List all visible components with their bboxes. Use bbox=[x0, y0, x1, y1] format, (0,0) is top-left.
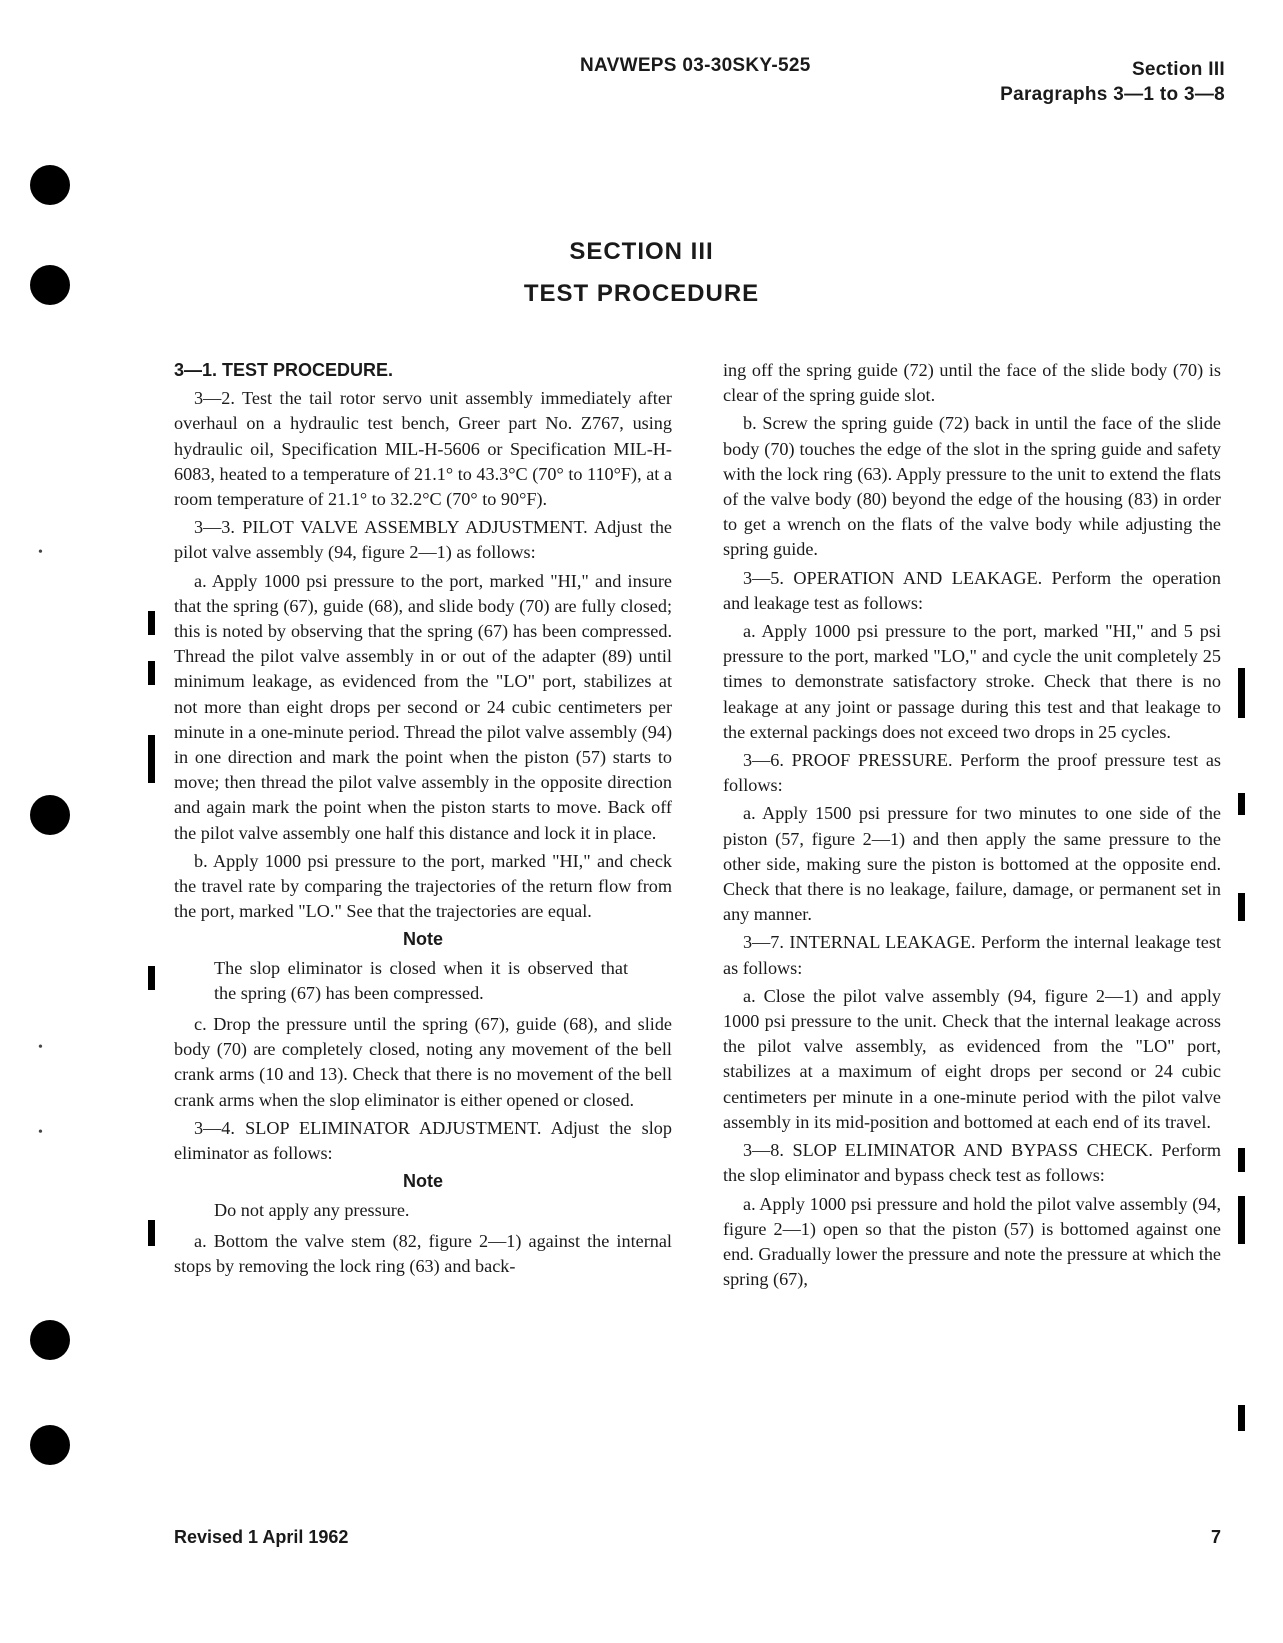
paragraph-3-6-a: a. Apply 1500 psi pressure for two minutes to one side of the piston (57, figure 2—1) and then apply the same pressure to the other side, making sure the piston is bottomed at the opposite end. Check that there is no leakage, failure, damage, or permanent set in any manner. bbox=[723, 803, 1221, 925]
revision-bar bbox=[148, 966, 155, 990]
revision-bar bbox=[148, 735, 155, 783]
punch-hole-1 bbox=[30, 165, 70, 205]
note-heading: Note bbox=[403, 1171, 443, 1192]
paragraph-3-2: 3—2. Test the tail rotor servo unit assembly immediately after overhaul on a hydraulic test bench, Greer part No. Z767, using hydraulic oil, Specification MIL-H-5606 or Specification MIL-H-6083, heated to a temperature of 21.1° to 43.3°C (70° to 110°F), at a room temperature of 21.1° to 32.2°C (70° to 90°F). bbox=[174, 388, 672, 510]
scan-speck: • bbox=[38, 1125, 43, 1140]
paragraph-3-7-a: a. Close the pilot valve assembly (94, figure 2—1) and apply 1000 psi pressure to the unit. Check that the internal leakage across the pilot valve assembly, as evidenced from the "LO" port, stabilizes at a maximum of eight drops per second or 24 cubic centimeters per minute in a one-minute period with the pilot valve assembly in its mid-position and bottomed at each end of its travel. bbox=[723, 985, 1221, 1132]
header-section: Section III bbox=[1131, 59, 1225, 80]
section-title: SECTION III bbox=[569, 238, 714, 265]
paragraph-3-3: 3—3. PILOT VALVE ASSEMBLY ADJUSTMENT. Adjust the pilot valve assembly (94, figure 2—1) as follows: bbox=[174, 517, 672, 563]
paragraph-3-8: 3—8. SLOP ELIMINATOR AND BYPASS CHECK. Perform the slop eliminator and bypass check test as follows: bbox=[723, 1140, 1221, 1186]
paragraph-3-3-b: b. Apply 1000 psi pressure to the port, marked "HI," and check the travel rate by comparing the trajectories of the return flow from the port, marked "LO." See that the trajectories are equal. bbox=[174, 850, 672, 922]
revision-bar bbox=[1238, 1196, 1245, 1244]
revision-bar bbox=[1238, 1148, 1245, 1172]
revision-bar bbox=[1238, 668, 1245, 718]
scan-speck: • bbox=[38, 1040, 43, 1055]
paragraph-3-3-a: a. Apply 1000 psi pressure to the port, marked "HI," and insure that the spring (67), guide (68), and slide body (70) are fully closed; this is noted by observing that the spring (67) has been compressed. Thread the pilot valve assembly in or out of the adapter (89) until minimum leakage, as evidenced from the "LO" port, stabilizes at not more than eight drops per second or 24 cubic centimeters per minute in a one-minute period. Thread the pilot valve assembly (94) in one direction and mark the point when the piston (57) starts to move; then thread the pilot valve assembly in the opposite direction and again mark the point when the piston starts to move. Back off the pilot valve assembly one half this distance and lock it in place. bbox=[174, 570, 672, 843]
note-text: Do not apply any pressure. bbox=[214, 1199, 410, 1220]
paragraph-heading: 3—1. TEST PROCEDURE. bbox=[174, 360, 394, 380]
note-heading: Note bbox=[403, 929, 443, 950]
right-column bbox=[723, 358, 1221, 1295]
punch-hole-5 bbox=[30, 1425, 70, 1465]
paragraph-3-4-a-continued: ing off the spring guide (72) until the face of the slide body (70) is clear of the spring guide slot. bbox=[723, 360, 1221, 406]
document-number: NAVWEPS 03-30SKY-525 bbox=[580, 55, 811, 76]
left-column bbox=[174, 358, 672, 1282]
paragraph-3-3-c: c. Drop the pressure until the spring (67), guide (68), and slide body (70) are completely closed, noting any movement of the bell crank arms (10 and 13). Check that there is no movement of the bell crank arms when the slop eliminator is either opened or closed. bbox=[174, 1014, 672, 1110]
page-number: 7 bbox=[1210, 1527, 1221, 1547]
paragraph-3-4: 3—4. SLOP ELIMINATOR ADJUSTMENT. Adjust the slop eliminator as follows: bbox=[174, 1117, 672, 1164]
revision-bar bbox=[148, 611, 155, 635]
paragraph-3-6: 3—6. PROOF PRESSURE. Perform the proof pressure test as follows: bbox=[723, 750, 1221, 796]
revision-bar bbox=[148, 1220, 155, 1246]
revision-bar bbox=[1238, 893, 1245, 921]
header-paragraphs: Paragraphs 3—1 to 3—8 bbox=[1000, 84, 1225, 105]
revision-date: Revised 1 April 1962 bbox=[174, 1527, 349, 1547]
scan-speck: • bbox=[38, 545, 43, 560]
header-section-block bbox=[1000, 57, 1225, 107]
paragraph-3-8-a: a. Apply 1000 psi pressure and hold the pilot valve assembly (94, figure 2—1) open so that the piston (57) is bottomed against one end. Gradually lower the pressure and note the pressure at which the spring (67), bbox=[723, 1193, 1221, 1290]
paragraph-3-5-a: a. Apply 1000 psi pressure to the port, marked "HI," and 5 psi pressure to the port, marked "LO," and cycle the unit completely 25 times to demonstrate satisfactory stroke. Check that there is no leakage at any joint or passage during this test and that leakage to the external packings does not exceed two drops in 25 cycles. bbox=[723, 621, 1221, 742]
revision-bar bbox=[148, 661, 155, 685]
paragraph-3-5: 3—5. OPERATION AND LEAKAGE. Perform the operation and leakage test as follows: bbox=[723, 567, 1221, 613]
page-title: TEST PROCEDURE bbox=[523, 280, 760, 307]
punch-hole-3 bbox=[30, 795, 70, 835]
paragraph-3-4-a: a. Bottom the valve stem (82, figure 2—1) against the internal stops by removing the lock ring (63) and back- bbox=[174, 1230, 672, 1276]
revision-bar bbox=[1238, 793, 1245, 815]
punch-hole-4 bbox=[30, 1320, 70, 1360]
note-text: The slop eliminator is closed when it is observed that the spring (67) has been compressed. bbox=[214, 957, 628, 1003]
revision-bar bbox=[1238, 1405, 1245, 1431]
paragraph-3-7: 3—7. INTERNAL LEAKAGE. Perform the internal leakage test as follows: bbox=[723, 932, 1221, 978]
paragraph-3-4-b: b. Screw the spring guide (72) back in until the face of the slide body (70) touches the edge of the slot in the spring guide and safety with the lock ring (63). Apply pressure to the unit to extend the flats of the valve body (80) beyond the edge of the housing (83) in order to get a wrench on the flats of the valve body while adjusting the spring guide. bbox=[723, 413, 1221, 560]
